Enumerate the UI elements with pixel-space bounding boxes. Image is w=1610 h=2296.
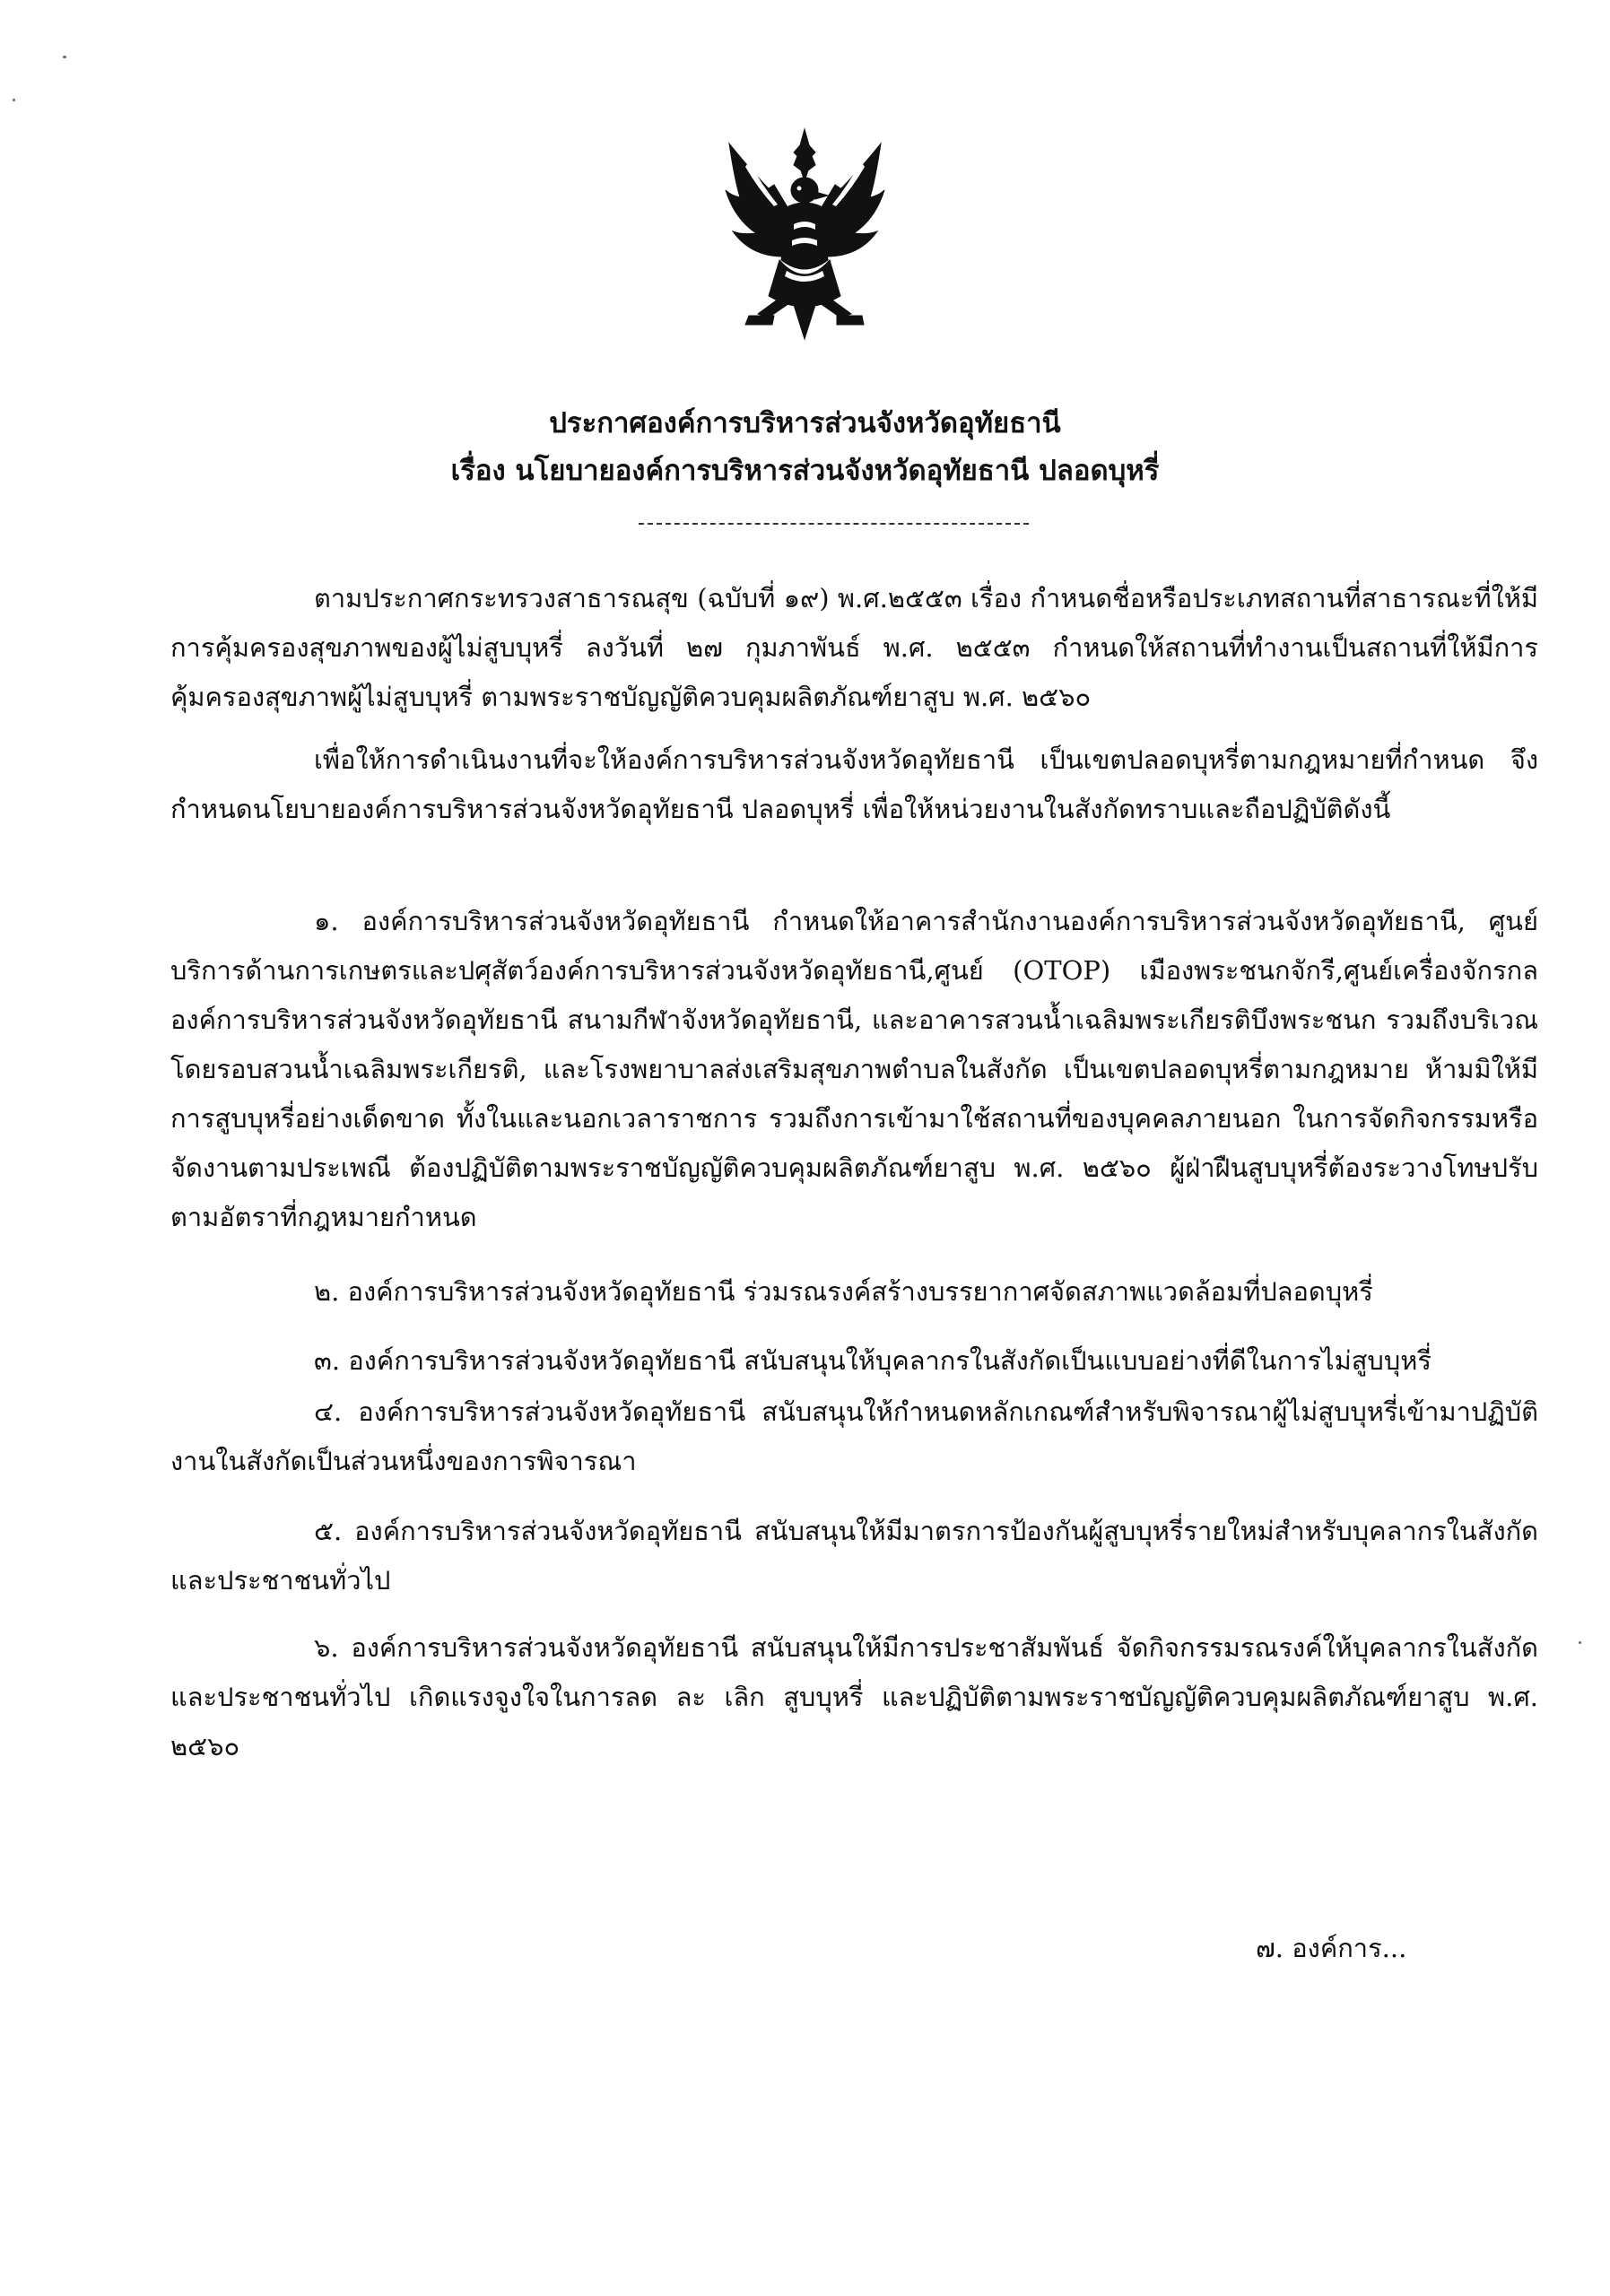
title-divider [639,523,1029,525]
policy-item-3: ๓. องค์การบริหารส่วนจังหวัดอุทัยธานี สนับสนุนให้บุคลากรในสังกัดเป็นแบบอย่างที่ดีในการไม่สูบบุหรี่ [314,1345,1432,1376]
scan-speck [1579,1641,1581,1644]
policy-item-5: ๕. องค์การบริหารส่วนจังหวัดอุทัยธานี สนับสนุนให้มีมาตรการป้องกันผู้สูบบุหรี่รายใหม่สำหรับบุคลากรในสังกัด และประชาชนทั่วไป [170,1516,1538,1596]
policy-item-6: ๖. องค์การบริหารส่วนจังหวัดอุทัยธานี สนับสนุนให้มีการประชาสัมพันธ์ จัดกิจกรรมรณรงค์ให้บุคลากรในสังกัดและประชาชนทั่วไป เกิดแรงจูงใจในการลด ละ เลิก สูบบุหรี่ และปฏิบัติตามพระราชบัญญัติควบคุมผลิตภัณฑ์ยาสูบ พ.ศ. ๒๕๖๐ [170,1632,1538,1761]
garuda-emblem-icon [722,126,888,341]
intro-paragraph-2: เพื่อให้การดำเนินงานที่จะให้องค์การบริหารส่วนจังหวัดอุทัยธานี เป็นเขตปลอดบุหรี่ตามกฎหมายที่กำหนด จึงกำหนดนโยบายองค์การบริหารส่วนจังหวัดอุทัยธานี ปลอดบุหรี่ เพื่อให้หน่วยงานในสังกัดทราบและถือปฏิบัติดังนี้ [170,744,1538,824]
document-title: ประกาศองค์การบริหารส่วนจังหวัดอุทัยธานี [549,407,1061,439]
policy-item-1: ๑. องค์การบริหารส่วนจังหวัดอุทัยธานี กำหนดให้อาคารสำนักงานองค์การบริหารส่วนจังหวัดอุทัยธานี, ศูนย์บริการด้านการเกษตรและปศุสัตว์องค์การบริหารส่วนจังหวัดอุทัยธานี,ศูนย์ (OTOP) เมืองพระชนกจักรี,ศูนย์เครื่องจักรกลองค์การบริหารส่วนจังหวัดอุทัยธานี สนามกีฬาจังหวัดอุทัยธานี, และอาคารสวนน้ำเฉลิมพระเกียรติบึงพระชนก รวมถึงบริเวณโดยรอบสวนน้ำเฉลิมพระเกียรติ, และโรงพยาบาลส่งเสริมสุขภาพตำบลในสังกัด เป็นเขตปลอดบุหรี่ตามกฎหมาย ห้ามมิให้มีการสูบบุหรี่อย่างเด็ดขาด ทั้งในและนอกเวลาราชการ รวมถึงการเข้ามาใช้สถานที่ของบุคคลภายนอก ในการจัดกิจกรรมหรือจัดงานตามประเพณี ต้องปฏิบัติตามพระราชบัญญัติควบคุมผลิตภัณฑ์ยาสูบ พ.ศ. ๒๕๖๐ ผู้ฝ่าฝืนสูบบุหรี่ต้องระวางโทษปรับตามอัตราที่กฎหมายกำหนด [170,906,1538,1232]
policy-item-2: ๒. องค์การบริหารส่วนจังหวัดอุทัยธานี ร่วมรณรงค์สร้างบรรยากาศจัดสภาพแวดล้อมที่ปลอดบุหรี่ [314,1276,1373,1307]
scan-speck [13,99,15,101]
document-subject: เรื่อง นโยบายองค์การบริหารส่วนจังหวัดอุทัยธานี ปลอดบุหรี่ [450,455,1160,487]
continuation-marker: ๗. องค์การ... [1256,1933,1407,1963]
scan-speck [63,56,66,58]
intro-paragraph-1: ตามประกาศกระทรวงสาธารณสุข (ฉบับที่ ๑๙) พ.ศ.๒๕๕๓ เรื่อง กำหนดชื่อหรือประเภทสถานที่สาธารณะที่ให้มีการคุ้มครองสุขภาพของผู้ไม่สูบบุหรี่ ลงวันที่ ๒๗ กุมภาพันธ์ พ.ศ. ๒๕๕๓ กำหนดให้สถานที่ทำงานเป็นสถานที่ให้มีการคุ้มครองสุขภาพผู้ไม่สูบบุหรี่ ตามพระราชบัญญัติควบคุมผลิตภัณฑ์ยาสูบ พ.ศ. ๒๕๖๐ [170,583,1538,712]
policy-item-4: ๔. องค์การบริหารส่วนจังหวัดอุทัยธานี สนับสนุนให้กำหนดหลักเกณฑ์สำหรับพิจารณาผู้ไม่สูบบุหรี่เข้ามาปฏิบัติงานในสังกัดเป็นส่วนหนึ่งของการพิจารณา [170,1396,1538,1476]
